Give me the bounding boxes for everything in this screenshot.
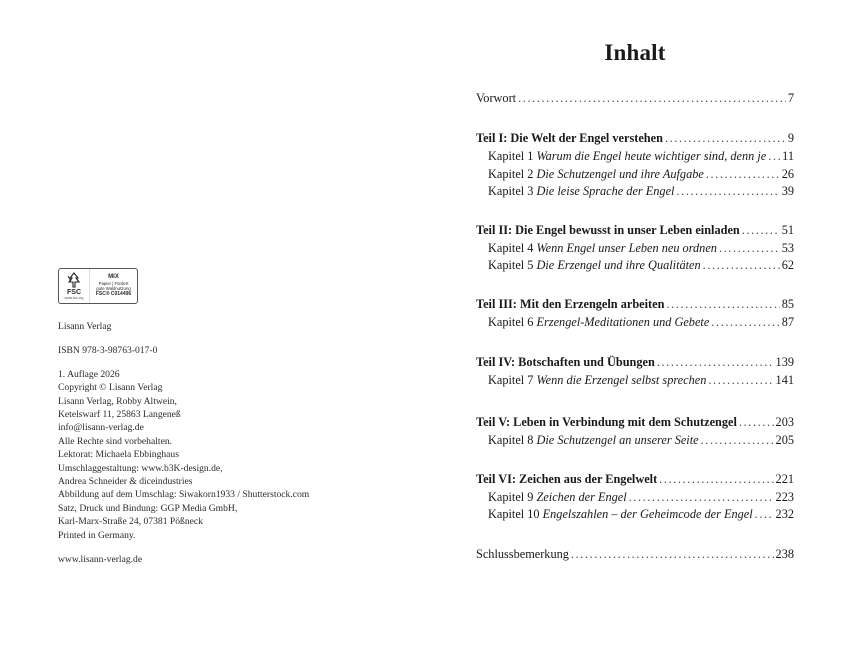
- toc-chapter-title: Die leise Sprache der Engel: [536, 184, 675, 198]
- toc-chapter-entry: [488, 256, 794, 274]
- toc-page-number: 223: [775, 490, 794, 504]
- publisher-name: Lisann Verlag: [58, 321, 112, 332]
- toc-entry: [476, 89, 794, 107]
- toc-chapter-number: Kapitel 9: [488, 490, 537, 504]
- toc-chapter-number: Kapitel 6: [488, 315, 537, 329]
- toc-chapter-title: Engelszahlen – der Geheimcode der Engel: [542, 507, 753, 521]
- fsc-text: [90, 269, 137, 303]
- toc-leader-dots: [742, 221, 780, 239]
- toc-chapter-number: Kapitel 8: [488, 433, 537, 447]
- toc-chapter-number: Kapitel 2: [488, 167, 537, 181]
- toc-part-title: Teil I: Die Welt der Engel verstehen: [476, 131, 663, 145]
- toc-page-number: 53: [781, 241, 794, 255]
- toc-chapter-number: Kapitel 3: [488, 184, 537, 198]
- toc-chapter-entry: [488, 313, 794, 331]
- toc-chapter-title: Erzengel-Meditationen und Gebete: [536, 315, 710, 329]
- toc-part-title: Teil V: Leben in Verbindung mit dem Schutzengel: [476, 415, 737, 429]
- toc-page-number: 139: [775, 355, 794, 369]
- toc-entry: [476, 545, 794, 563]
- isbn: ISBN 978-3-98763-017-0: [58, 344, 158, 356]
- imprint-line: Alle Rechte sind vorbehalten.: [58, 435, 173, 447]
- toc-part-title: Teil VI: Zeichen aus der Engelwelt: [476, 472, 658, 486]
- toc-leader-dots: [739, 413, 774, 431]
- toc-chapter-entry: [488, 239, 794, 257]
- toc-leader-dots: [657, 353, 774, 371]
- toc-entry-label: Schlussbemerkung: [476, 547, 569, 561]
- fsc-word: FSC: [67, 289, 81, 296]
- toc-leader-dots: [629, 488, 774, 506]
- toc-page-number: 232: [775, 507, 794, 521]
- toc-leader-dots: [711, 313, 779, 331]
- contents-title: Inhalt: [604, 40, 666, 65]
- toc-chapter-number: Kapitel 10: [488, 507, 543, 521]
- toc-chapter-entry: [488, 505, 794, 523]
- toc-page-number: 7: [787, 91, 794, 105]
- toc-page-number: 205: [775, 433, 794, 447]
- toc-page-number: 87: [781, 315, 794, 329]
- imprint-line: Lektorat: Michaela Ebbinghaus: [58, 449, 179, 461]
- toc-chapter-title: Die Erzengel und ihre Qualitäten: [536, 258, 701, 272]
- toc-part-title: Teil IV: Botschaften und Übungen: [476, 355, 655, 369]
- fsc-site: www.fsc.org: [64, 296, 84, 300]
- toc-page-number: 203: [775, 415, 794, 429]
- toc-part-entry: [476, 353, 794, 371]
- fsc-label: [58, 268, 138, 304]
- toc-page-number: 39: [781, 184, 794, 198]
- toc-leader-dots: [703, 256, 780, 274]
- toc-part-entry: [476, 221, 794, 239]
- toc-page-number: 141: [775, 373, 794, 387]
- toc-chapter-entry: [488, 147, 794, 165]
- toc-page-number: 11: [782, 149, 794, 163]
- toc-chapter-entry: [488, 182, 794, 200]
- toc-chapter-title: Die Schutzengel an unserer Seite: [536, 433, 699, 447]
- imprint-line: Ketelswarf 11, 25863 Langeneß: [58, 409, 181, 421]
- toc-chapter-number: Kapitel 1: [488, 149, 537, 163]
- toc-leader-dots: [701, 431, 774, 449]
- toc-part-entry: [476, 470, 794, 488]
- toc-page-number: 85: [781, 297, 794, 311]
- toc-chapter-title: Zeichen der Engel: [536, 490, 627, 504]
- toc-chapter-number: Kapitel 4: [488, 241, 537, 255]
- fsc-logo: [59, 269, 90, 303]
- toc-page-number: 62: [781, 258, 794, 272]
- toc-leader-dots: [719, 239, 780, 257]
- toc-chapter-number: Kapitel 7: [488, 373, 537, 387]
- toc-leader-dots: [665, 129, 786, 147]
- imprint-line: Copyright © Lisann Verlag: [58, 382, 163, 394]
- toc-part-title: Teil II: Die Engel bewusst in unser Leben einladen: [476, 223, 740, 237]
- toc-part-entry: [476, 295, 794, 313]
- toc-chapter-entry: [488, 165, 794, 183]
- toc-leader-dots: [768, 147, 780, 165]
- toc-chapter-title: Die Schutzengel und ihre Aufgabe: [536, 167, 704, 181]
- toc-part-title: Teil III: Mit den Erzengeln arbeiten: [476, 297, 665, 311]
- imprint-line: Abbildung auf dem Umschlag: Siwakorn1933 / Shutterstock.com: [58, 489, 310, 501]
- imprint-line: Karl-Marx-Straße 24, 07381 Pößneck: [58, 516, 203, 528]
- imprint-line: Satz, Druck und Bindung: GGP Media GmbH,: [58, 502, 238, 514]
- fsc-tree-icon: [65, 272, 83, 288]
- imprint-line: Andrea Schneider & diceindustries: [58, 476, 193, 488]
- fsc-mix: MIX: [108, 274, 119, 280]
- toc-chapter-title: Wenn die Erzengel selbst sprechen: [536, 373, 707, 387]
- publisher-website: www.lisann-verlag.de: [58, 553, 143, 565]
- toc-leader-dots: [676, 182, 779, 200]
- toc-page-number: 26: [781, 167, 794, 181]
- toc-page-number: 238: [775, 547, 794, 561]
- toc-part-entry: [476, 413, 794, 431]
- imprint-line: Umschlaggestaltung: www.b3K-design.de,: [58, 462, 223, 474]
- fsc-code: FSC® C014496: [95, 291, 132, 297]
- toc-chapter-entry: [488, 488, 794, 506]
- toc-leader-dots: [755, 505, 774, 523]
- toc-leader-dots: [708, 371, 773, 389]
- toc-entry-label: Vorwort: [476, 91, 517, 105]
- imprint-line: info@lisann-verlag.de: [58, 422, 144, 434]
- toc-leader-dots: [706, 165, 780, 183]
- fsc-paper-line-1: Papier | Fördert: [98, 281, 129, 286]
- toc-leader-dots: [571, 545, 774, 563]
- toc-part-entry: [476, 129, 794, 147]
- toc-chapter-number: Kapitel 5: [488, 258, 537, 272]
- imprint-line: Printed in Germany.: [58, 529, 136, 541]
- toc-chapter-entry: [488, 371, 794, 389]
- imprint-page: [58, 268, 378, 566]
- toc-page-number: 51: [781, 223, 794, 237]
- toc-page-number: 9: [787, 131, 794, 145]
- toc-chapter-entry: [488, 431, 794, 449]
- toc-page-number: 221: [775, 472, 794, 486]
- toc-leader-dots: [518, 89, 786, 107]
- toc-leader-dots: [666, 295, 779, 313]
- fsc-paper-line-2: gute Waldnutzung: [96, 286, 131, 291]
- imprint-line: 1. Auflage 2026: [58, 368, 120, 380]
- toc-chapter-title: Wenn Engel unser Leben neu ordnen: [536, 241, 717, 255]
- imprint-line: Lisann Verlag, Robby Altwein,: [58, 395, 177, 407]
- toc-leader-dots: [659, 470, 773, 488]
- toc-chapter-title: Warum die Engel heute wichtiger sind, denn je: [536, 149, 767, 163]
